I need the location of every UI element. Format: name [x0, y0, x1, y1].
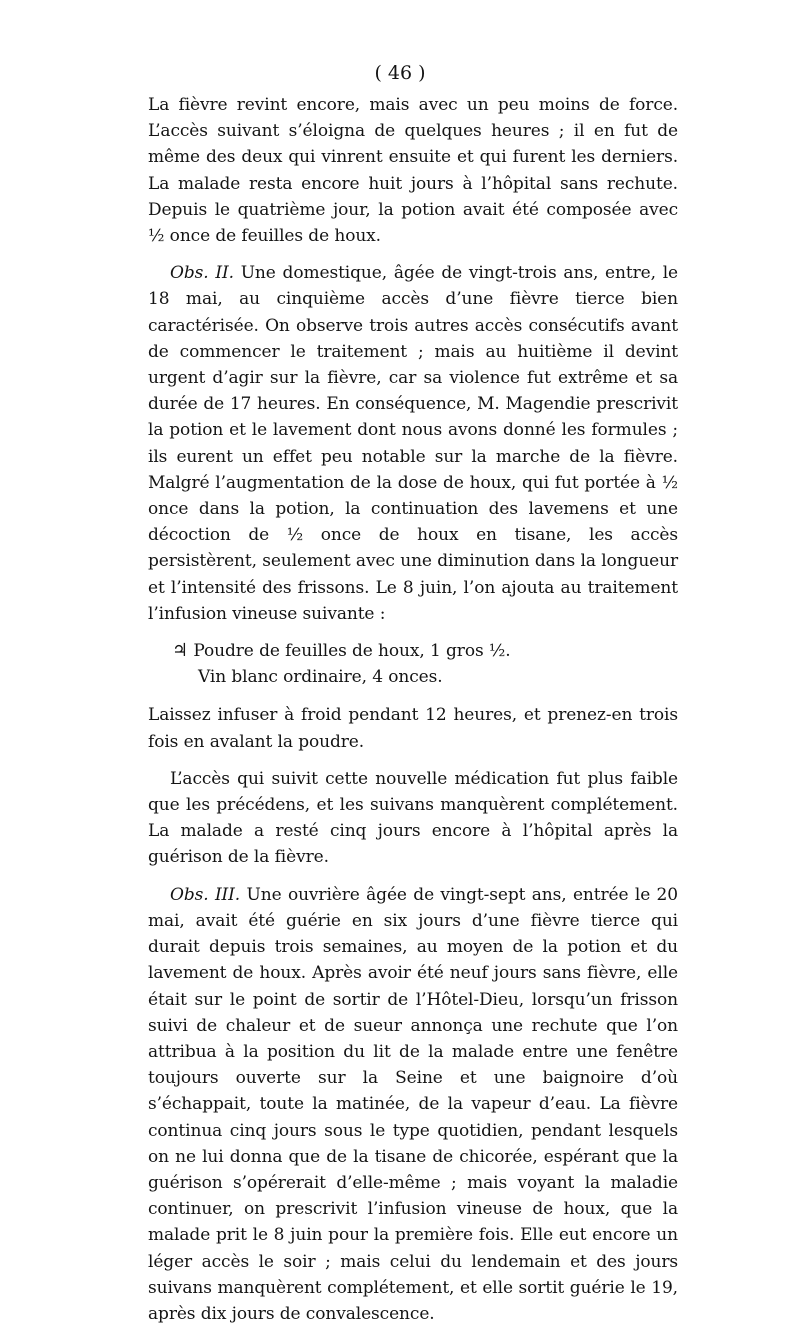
prescription-formula — [148, 638, 678, 690]
paragraph-continuation: La fièvre revint encore, mais avec un peu moins de force. L’accès suivant s’éloigna de quelques heures ; il en fut de même des deux qui vinrent ensuite et qui furent les derniers. La malade resta encore huit jours à l’hôpital sans rechute. Depuis le quatrième jour, la potion avait été composée avec ½ once de feuilles de houx. — [148, 95, 678, 247]
observation-text: Une domestique, âgée de vingt-trois ans, entre, le 18 mai, au cinquième accès d’une fièvre tierce bien caractérisée. On observe trois autres accès consécutifs avant de commencer le traitement ; mais au huitième il devint urgent d’agir sur la fièvre, car sa violence fut extrême et sa durée de 17 heures. En conséquence, M. Magendie prescrivit la potion et le lavement dont nous avons donné les formules ; ils eurent un effet peu notable sur la marche de la fièvre. Malgré l’augmentation de la dose de houx, qui fut portée à ½ once dans la potion, la continuation des lavemens et une décoction de ½ once de houx en tisane, les accès persistèrent, seulement avec une diminution dans la longueur et l’intensité des frissons. Le 8 juin, l’on ajouta au traitement l’infusion vineuse suivante : — [148, 263, 678, 624]
formula-line-2: Vin blanc ordinaire, 4 onces. — [198, 667, 443, 688]
paragraph-infusion: Laissez infuser à froid pendant 12 heures, et prenez-en trois fois en avalant la poudre. — [148, 705, 678, 752]
observation-text: Une ouvrière âgée de vingt-sept ans, entrée le 20 mai, avait été guérie en six jours d’une fièvre tierce qui durait depuis trois semaines, au moyen de la potion et du lavement de houx. Après avoir été neuf jours sans fièvre, elle était sur le point de sortir de l’Hôtel-Dieu, lorsqu’un frisson suivi de chaleur et de sueur annonça une rechute que l’on attribua à la position du lit de la malade entre une fenêtre toujours ouverte sur la Seine et une baignoire d’où s’échappait, toute la matinée, de la vapeur d’eau. La fièvre continua cinq jours sous le type quotidien, pendant lesquels on ne lui donna que de la tisane de chicorée, espérant que la guérison s’opérerait d’elle-même ; mais voyant la maladie continuer, on prescrivit l’infusion vineuse de houx, que la malade prit le 8 juin pour la première fois. Elle eut encore un léger accès le soir ; mais celui du lendemain et des jours suivans manquèrent complétement, et elle sortit guérie le 19, après dix jours de convalescence. — [148, 884, 678, 1324]
observation-label: Obs. II. — [170, 263, 234, 284]
paragraph-outcome: L’accès qui suivit cette nouvelle médication fut plus faible que les précédens, et les suivans manquèrent complétement. La malade a resté cinq jours encore à l’hôpital après la guérison de la fièvre. — [148, 768, 678, 868]
formula-line-1 — [148, 638, 678, 664]
formula-ingredient-1: Poudre de feuilles de houx, 1 gros ½. — [193, 641, 511, 662]
observation-label: Obs. III. — [170, 884, 241, 905]
page-number: ( 46 ) — [374, 62, 426, 84]
observation-3 — [148, 882, 678, 1327]
body-text — [148, 92, 678, 1338]
recipe-symbol: ♃ — [172, 640, 189, 662]
observation-2 — [148, 260, 678, 627]
